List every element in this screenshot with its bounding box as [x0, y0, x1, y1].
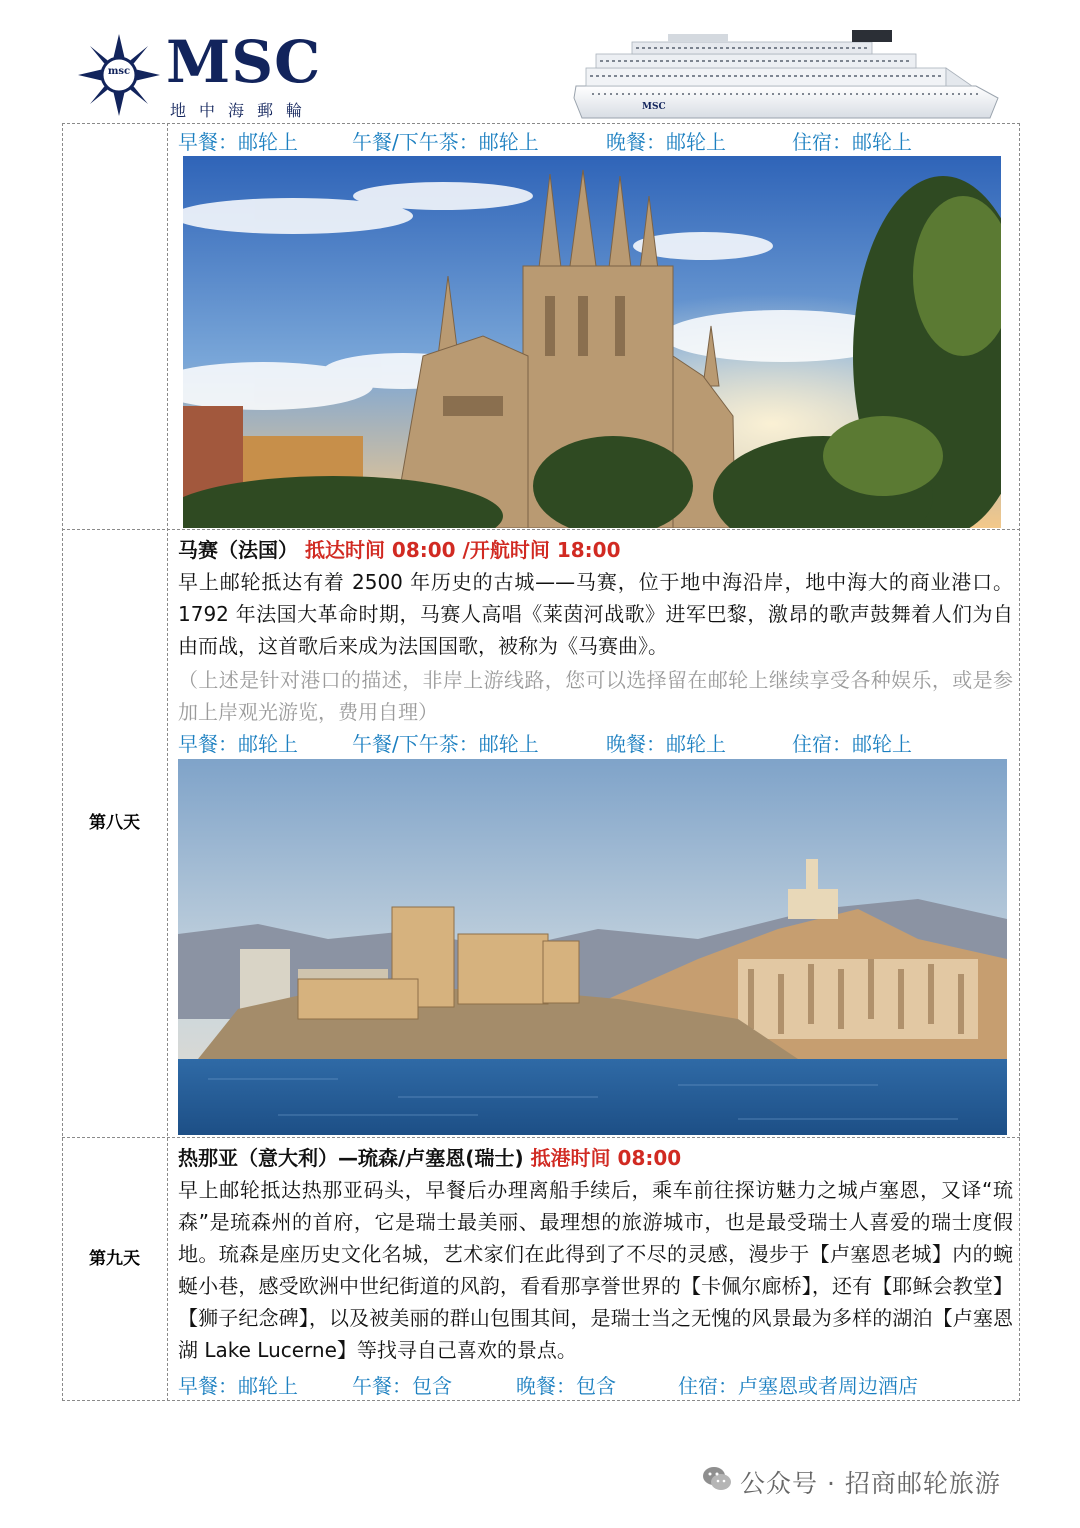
meal-lunch: 午餐/下午茶：邮轮上	[352, 130, 539, 154]
footer-text: 公众号 · 招商邮轮旅游	[740, 1469, 1001, 1498]
marseille-chateau-if-photo	[178, 759, 1007, 1135]
meal-breakfast: 早餐：邮轮上	[178, 130, 298, 154]
port-times: 抵达时间 08:00 /开航时间 18:00	[304, 538, 621, 562]
cruise-ship-image	[572, 28, 1000, 122]
wechat-icon	[702, 1464, 732, 1494]
port-name: 热那亚（意大利）—琉森/卢塞恩(瑞士)	[178, 1146, 524, 1170]
ship-hull-name: MSC	[642, 102, 666, 112]
day-label-9: 第九天	[89, 1249, 140, 1269]
meal-breakfast: 早餐：邮轮上	[178, 1374, 298, 1398]
meal-dinner: 晚餐：邮轮上	[606, 732, 726, 756]
port-title-day8	[178, 536, 621, 564]
meal-breakfast: 早餐：邮轮上	[178, 732, 298, 756]
meal-lodging: 住宿：邮轮上	[792, 732, 912, 756]
row-divider	[62, 1137, 1020, 1138]
day9-description: 早上邮轮抵达热那亚码头，早餐后办理离船手续后，乘车前往探访魅力之城卢塞恩，又译“琉森”是琉森州的首府，它是瑞士最美丽、最理想的旅游城市，也是最受瑞士人喜爱的瑞士度假地。琉森是座历史文化名城，艺术家们在此得到了不尽的灵感，漫步于【卢塞恩老城】内的蜿蜒小巷，感受欧洲中世纪街道的风韵，看看那享誉世界的【卡佩尔廊桥】，还有【耶稣会教堂】【狮子纪念碑】，以及被美丽的群山包围其间，是瑞士当之无愧的风景最为多样的湖泊【卢塞恩湖 Lake Lucerne】等找寻自己喜欢的景点。	[178, 1178, 1013, 1362]
meal-lunch: 午餐/下午茶：邮轮上	[352, 732, 539, 756]
sagrada-familia-photo	[183, 156, 1001, 528]
emblem-text: msc	[107, 66, 131, 77]
column-divider	[167, 123, 168, 1401]
row-divider	[62, 529, 1020, 530]
meal-dinner: 晚餐：包含	[516, 1374, 616, 1398]
port-name: 马赛（法国）	[178, 538, 298, 562]
day8-description: 早上邮轮抵达有着 2500 年历史的古城——马赛，位于地中海沿岸，地中海大的商业港口。1792 年法国大革命时期，马赛人高唱《莱茵河战歌》进军巴黎，激昂的歌声鼓舞着人们为自由而战，这首歌后来成为法国国歌，被称为《马赛曲》。	[178, 570, 1013, 658]
port-title-day9	[178, 1144, 681, 1172]
day-label-8: 第八天	[89, 813, 140, 833]
day8-note: （上述是针对港口的描述，非岸上游线路，您可以选择留在邮轮上继续享受各种娱乐，或是参加上岸观光游览，费用自理）	[178, 668, 1013, 724]
meal-lodging: 住宿：卢塞恩或者周边酒店	[678, 1374, 918, 1398]
msc-logo	[78, 28, 328, 122]
meal-dinner: 晚餐：邮轮上	[606, 130, 726, 154]
meal-lodging: 住宿：邮轮上	[792, 130, 912, 154]
brand-wordmark: MSC	[166, 28, 322, 96]
brand-subtitle: 地中海郵輪	[170, 101, 316, 120]
meal-lunch: 午餐：包含	[352, 1374, 452, 1398]
compass-rose-icon	[78, 34, 160, 116]
port-times: 抵港时间 08:00	[530, 1146, 682, 1170]
